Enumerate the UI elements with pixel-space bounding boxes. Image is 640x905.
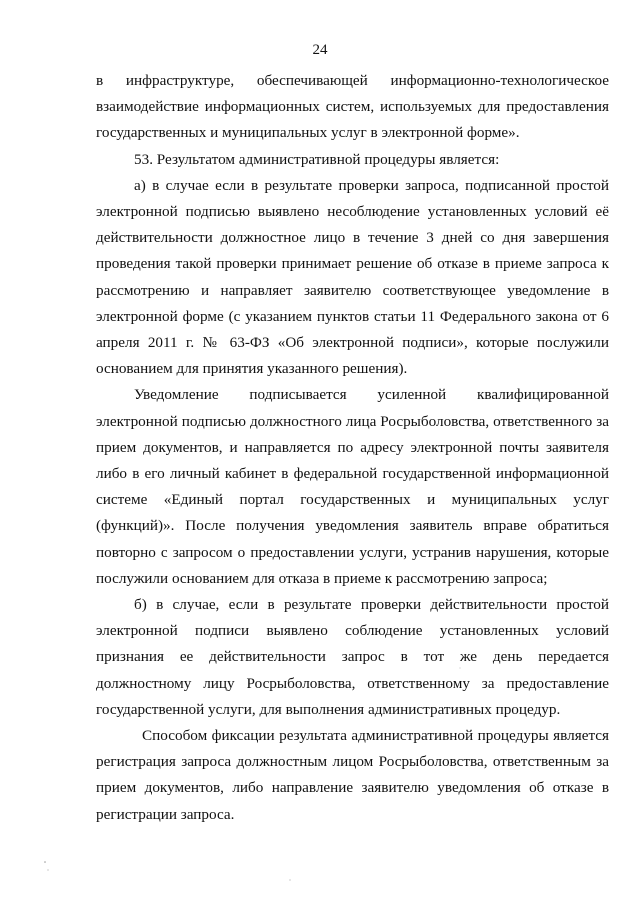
document-body <box>96 68 609 828</box>
paragraph-notice: Уведомление подписывается усиленной квалифицированной электронной подписью должностного лица Росрыболовства, ответственного за прием документов, и направляется по адресу электронной почты заявителя либо в его личный кабинет в федеральной государственной информационной системе «Единый портал государственных и муниципальных услуг (функций)». После получения уведомления заявитель вправе обратиться повторно с запросом о предоставлении услуги, устранив нарушения, которые послужили основанием для отказа в приеме к рассмотрению запроса; <box>96 386 609 587</box>
scan-speck <box>47 869 48 870</box>
page-number: 24 <box>312 42 328 58</box>
paragraph-b: б) в случае, если в результате проверки действительности простой электронной подписи выявлено соблюдение установленных условий признания ее действительности запрос в тот же день передается должностному лицу Росрыболовства, ответственному за предоставление государственной услуги, для выполнения административных процедур. <box>96 596 609 718</box>
scan-speck <box>289 879 290 880</box>
paragraph-a: а) в случае если в результате проверки запроса, подписанной простой электронной подписью выявлено несоблюдение установленных условий её действительности должностное лицо в течение 3 дней со дня завершения проведения такой проверки принимает решение об отказе в приеме запроса к рассмотрению и направляет заявителю соответствующее уведомление в электронной форме (с указанием пунктов статьи 11 Федерального закона от 6 апреля 2011 г. № 63-ФЗ «Об электронной подписи», которые послужили основанием для принятия указанного решения). <box>96 176 609 378</box>
paragraph-method: Способом фиксации результата административной процедуры является регистрация запроса должностным лицом Росрыболовства, ответственным за прием документов, либо направление заявителю уведомления об отказе в регистрации запроса. <box>96 727 609 823</box>
scan-speck <box>44 861 46 863</box>
paragraph-continuation: взаимодействие информационных систем, используемых для предоставления государственных и муниципальных услуг в электронной форме». <box>96 98 609 142</box>
paragraph-continuation-line1: в инфраструктуре, обеспечивающей информационно-технологическое <box>96 72 609 89</box>
paragraph-53-heading: 53. Результатом административной процедуры является: <box>134 150 500 168</box>
